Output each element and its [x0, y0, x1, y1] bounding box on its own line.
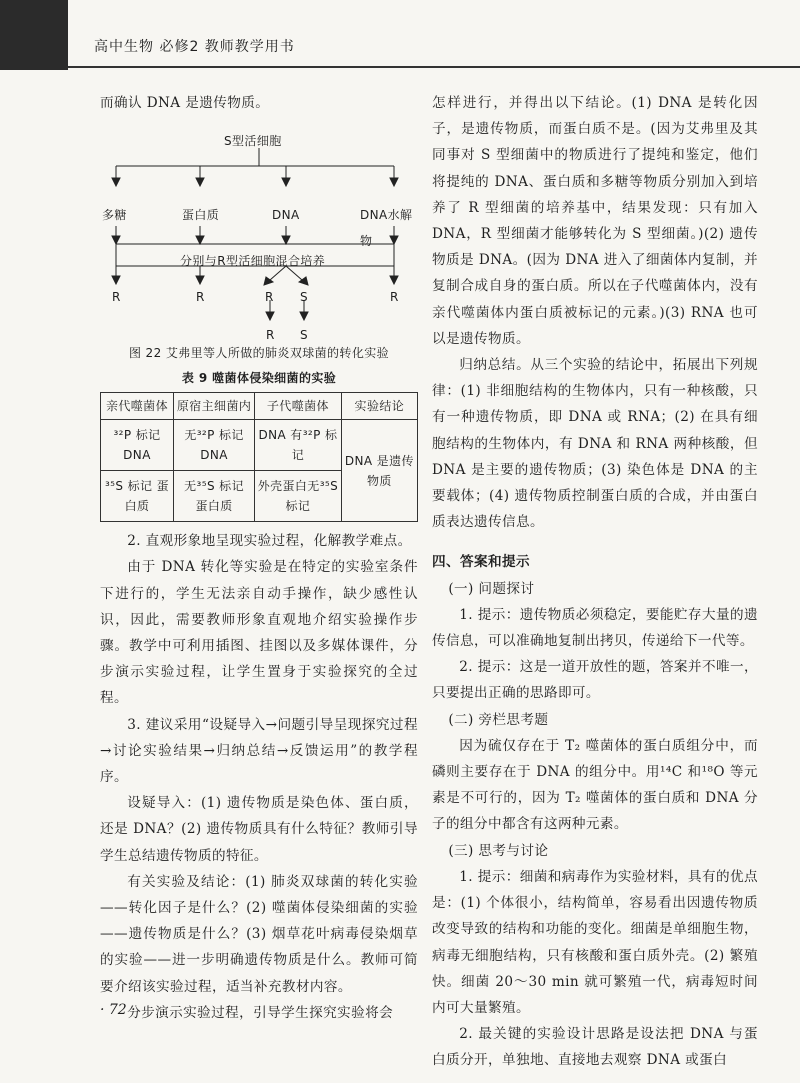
figure-label-item: 多糖 [102, 208, 127, 223]
paragraph: 归纳总结。从三个实验的结论中，拓展出下列规律：(1) 非细胞结构的生物体内，只有一种核酸，只有一种遗传物质，即 DNA 或 RNA；(2) 在具有细胞结构的生物体内，有 DNA 和 RNA 两种核酸，但 DNA 是主要的遗传物质；(3) 染色体是 DNA 的主要载体；(4) 遗传物质控制蛋白质的合成，并由蛋白质表达遗传信息。 [432, 357, 758, 531]
subsection-heading: (二) 旁栏思考题 [448, 711, 549, 728]
figure-result: R [196, 290, 205, 305]
figure-label-top: S型活细胞 [224, 134, 282, 149]
experiment-table [100, 392, 418, 522]
figure-result: R [265, 290, 274, 305]
header-tab [0, 0, 68, 70]
subsection-heading: (三) 思考与讨论 [448, 842, 549, 859]
paragraph: 3. 建议采用“设疑导入→问题引导呈现探究过程→讨论实验结果→归纳总结→反馈运用”的教学程序。 [100, 716, 418, 786]
table-title: 表 9 噬菌体侵染细菌的实验 [181, 371, 337, 386]
figure-result: R [112, 290, 121, 305]
figure-result: S [300, 290, 309, 305]
column-header: 实验结论 [341, 393, 417, 420]
page-number: · 72 · [100, 1002, 136, 1018]
paragraph: 因为硫仅存在于 T₂ 噬菌体的蛋白质组分中，而磷则主要存在于 DNA 的组分中。用¹⁴C 和¹⁸O 等元素是不可行的，因为 T₂ 噬菌体的蛋白质和 DNA 分子的组分中都含有这两种元素。 [432, 737, 758, 833]
table-cell-conclusion: DNA 是遗传物质 [341, 420, 417, 522]
header-rule [68, 66, 800, 68]
column-header: 亲代噬菌体 [101, 393, 174, 420]
paragraph: 1. 提示：细菌和病毒作为实验材料，具有的优点是：(1) 个体很小，结构简单，容易看出因遗传物质改变导致的结构和功能的变化。细菌是单细胞生物，病毒无细胞结构，只有核酸和蛋白质外壳。(2) 繁殖快。细菌 20～30 min 就可繁殖一代，病毒短时间内可大量繁殖。 [432, 868, 758, 1016]
figure-caption: 图 22 艾弗里等人所做的肺炎双球菌的转化实验 [128, 346, 390, 361]
running-header: 高中生物 必修2 教师教学用书 [94, 39, 295, 55]
figure-result: R [266, 328, 275, 343]
subsection-heading: (一) 问题探讨 [448, 580, 535, 597]
paragraph: 1. 提示：遗传物质必须稳定，要能贮存大量的遗传信息，可以准确地复制出拷贝，传递给下一代等。 [432, 606, 758, 650]
paragraph: 2. 提示：这是一道开放性的题，答案并不唯一，只要提出正确的思路即可。 [432, 659, 758, 702]
table-cell: ³⁵S 标记 蛋白质 [101, 471, 174, 522]
paragraph: 设疑导入：(1) 遗传物质是染色体、蛋白质，还是 DNA？(2) 遗传物质具有什么特征？教师引导学生总结遗传物质的特征。 [100, 795, 418, 864]
paragraph: 由于 DNA 转化等实验是在特定的实验室条件下进行的，学生无法亲自动手操作，缺少感性认识，因此，需要教师形象直观地介绍实验操作步骤。教学中可利用插图、挂图以及多媒体课件，分步演示实验过程，让学生置身于实验探究的全过程。 [100, 559, 418, 707]
figure-box-label: 分别与R型活细胞混合培养 [180, 254, 326, 269]
table-cell: 无³²P 标记 DNA [173, 420, 254, 471]
paragraph: 有关实验及结论：(1) 肺炎双球菌的转化实验——转化因子是什么？(2) 噬菌体侵染细菌的实验——遗传物质是什么？(3) 烟草花叶病毒侵染烟草的实验——进一步明确遗传物质是什么。教师可简要介绍该实验过程，适当补充教材内容。 [100, 873, 418, 995]
figure-22 [100, 122, 418, 344]
paragraph: 分步演示实验过程，引导学生探究实验将会 [127, 1004, 394, 1021]
paragraph: 2. 最关键的实验设计思路是设法把 DNA 与蛋白质分开，单独地、直接地去观察 DNA 或蛋白 [432, 1026, 758, 1069]
table-cell: 外壳蛋白无³⁵S 标记 [255, 471, 342, 522]
figure-result: S [300, 328, 309, 343]
column-header: 原宿主细菌内 [173, 393, 254, 420]
figure-result: R [390, 290, 399, 305]
paragraph: 而确认 DNA 是遗传物质。 [100, 95, 270, 111]
table-row [101, 420, 418, 471]
right-column [432, 90, 758, 1074]
figure-label-item: 蛋白质 [182, 208, 220, 223]
section-heading: 四、答案和提示 [432, 554, 530, 571]
left-column [100, 90, 418, 1026]
paragraph: 2. 直观形象地呈现实验过程，化解教学难点。 [127, 533, 412, 550]
table-cell: 无³⁵S 标记 蛋白质 [173, 471, 254, 522]
figure-label-item: DNA [272, 208, 300, 223]
paragraph: 怎样进行，并得出以下结论。(1) DNA 是转化因子，是遗传物质，而蛋白质不是。(因为艾弗里及其同事对 S 型细菌中的物质进行了提纯和鉴定，他们将提纯的 DNA、蛋白质和多糖等物质分别加入到培养了 R 型细菌的培养基中，结果发现：只有加入 DNA，R 型细菌才能够转化为 S 型细菌。)(2) 遗传物质是 DNA。(因为 DNA 进入了细菌体内复制，并复制合成自身的蛋白质。所以在子代噬菌体内，没有亲代噬菌体内蛋白质被标记的元素。)(3) RNA 也可以是遗传物质。 [432, 95, 758, 347]
table-cell: DNA 有³²P 标记 [255, 420, 342, 471]
table-cell: ³²P 标记 DNA [101, 420, 174, 471]
figure-label-item: DNA水解物 [360, 208, 413, 249]
column-header: 子代噬菌体 [255, 393, 342, 420]
table-header-row [101, 393, 418, 420]
